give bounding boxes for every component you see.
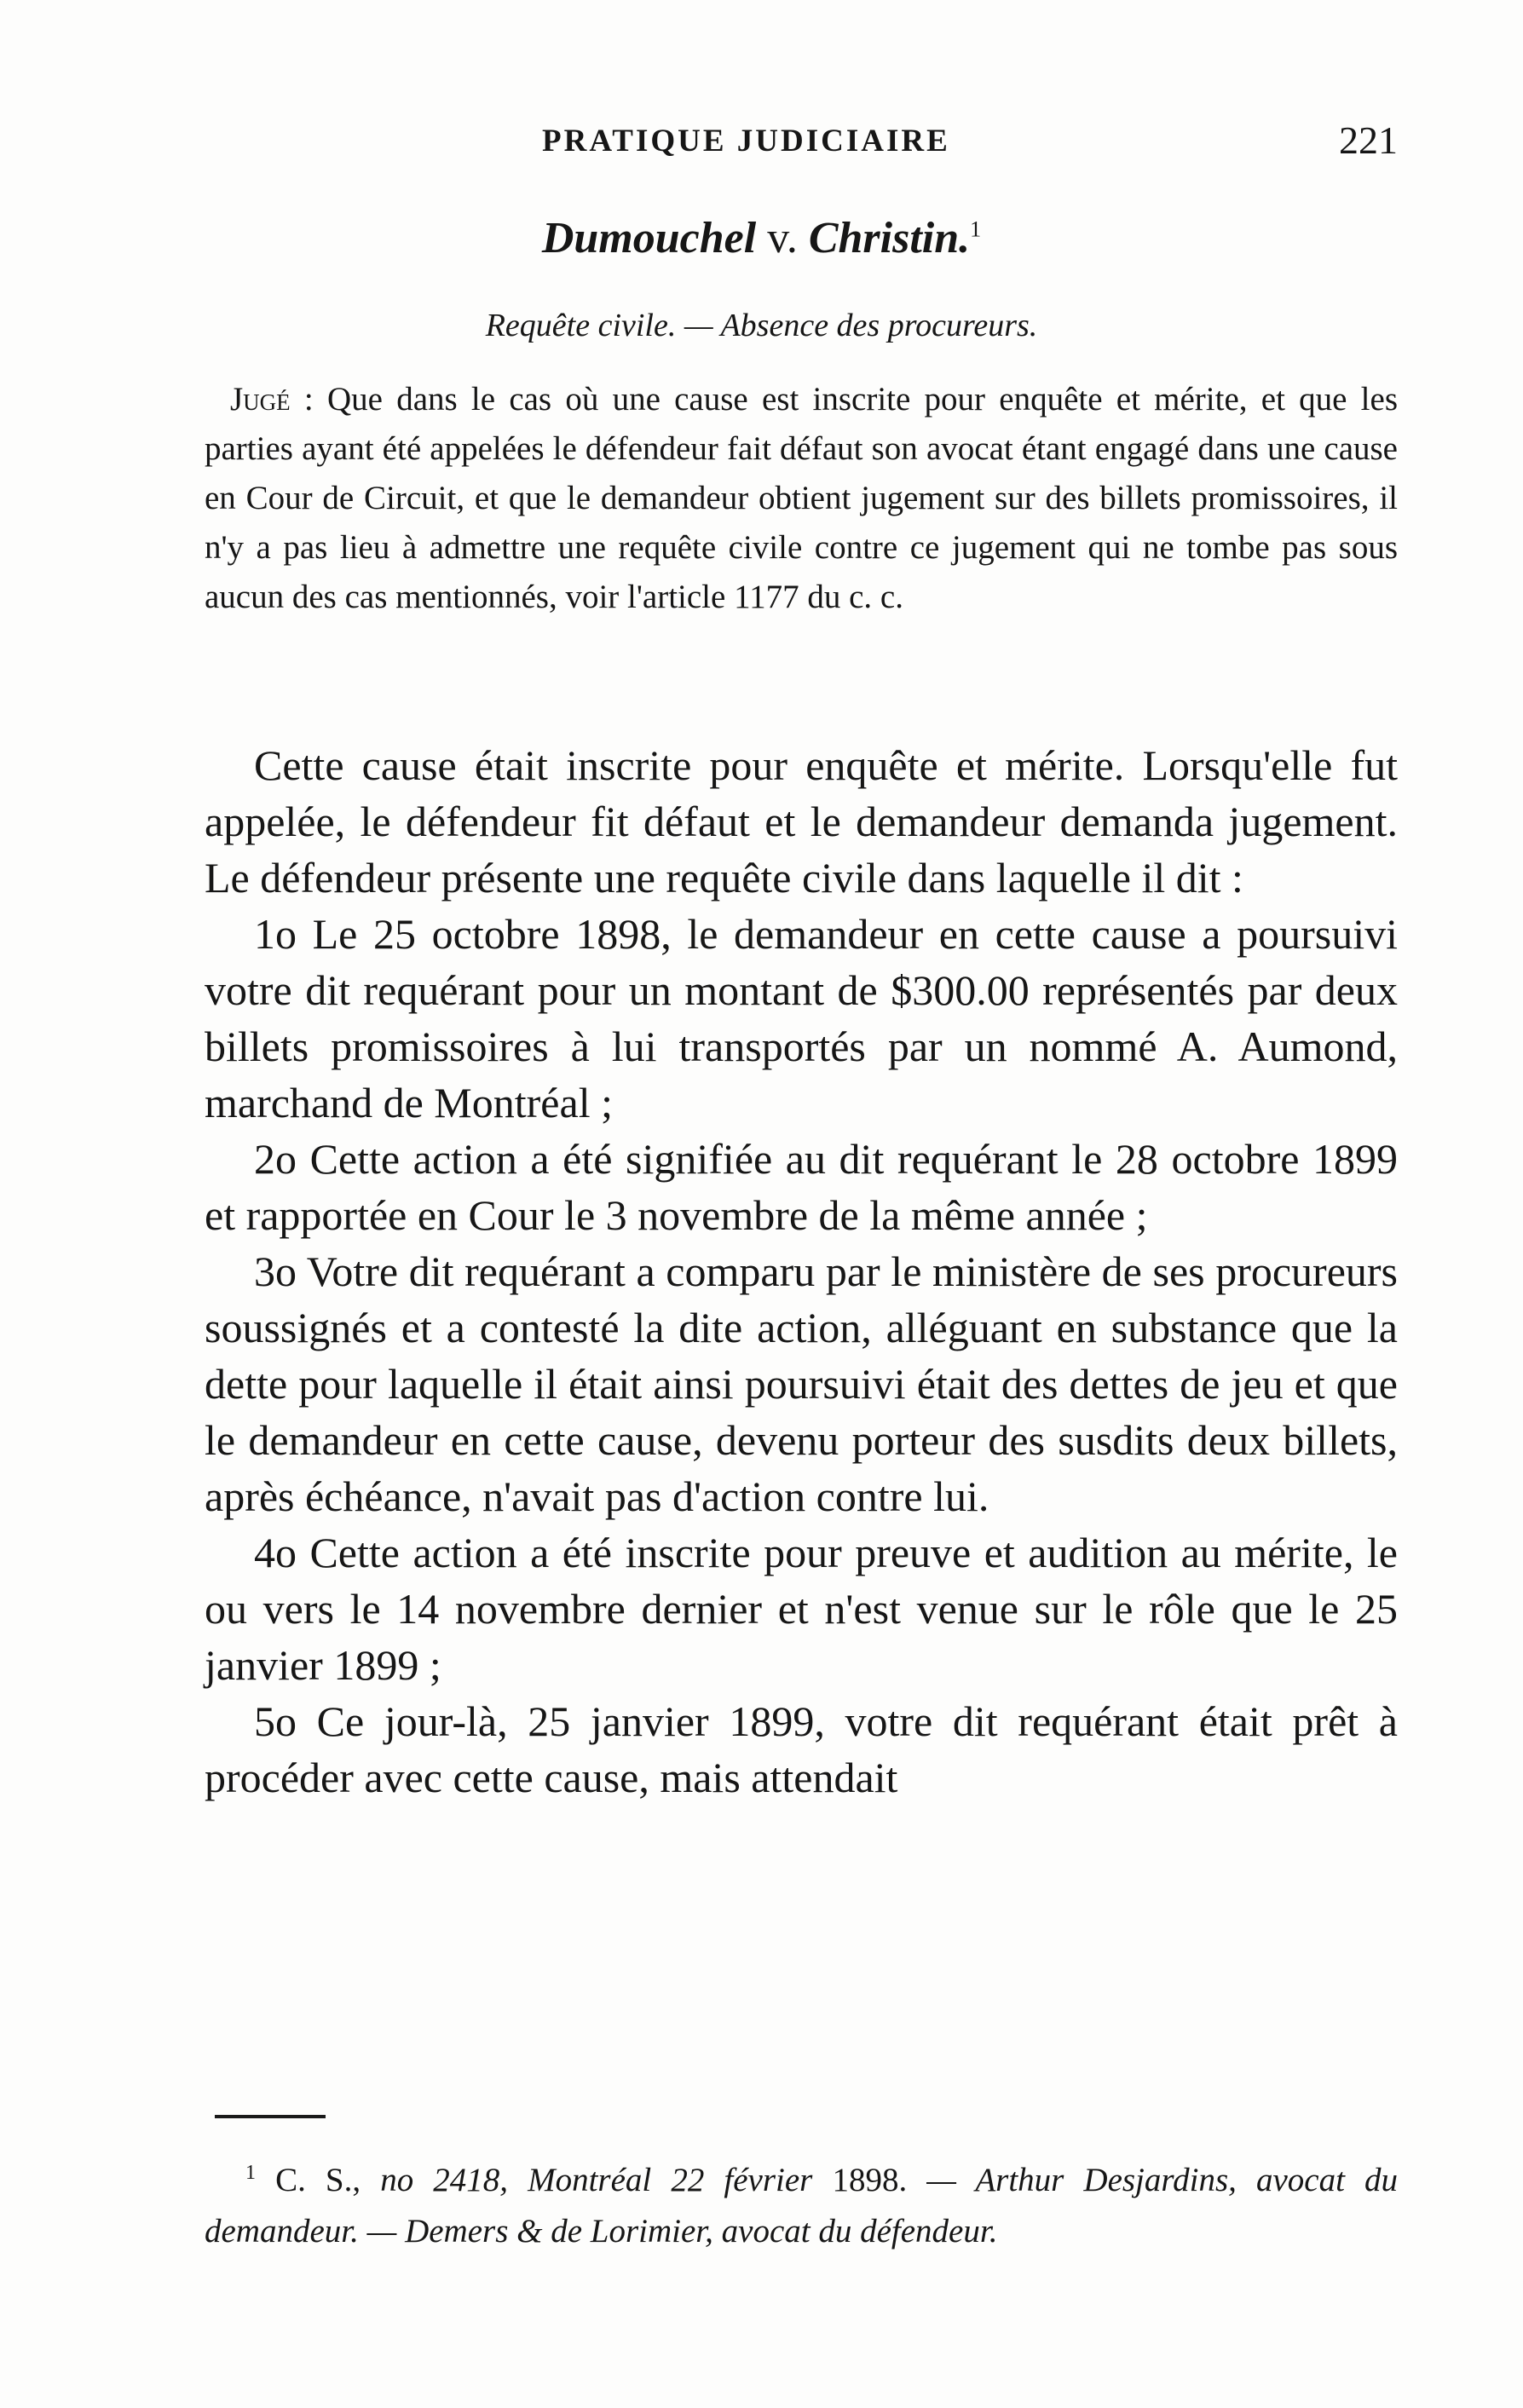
body-paragraph: 5o Ce jour-là, 25 janvier 1899, votre dit requérant était prêt à procéder avec cette cause, mais attendait xyxy=(205,1697,1398,1801)
page-number: 221 xyxy=(1339,118,1398,162)
footnote-marker: 1 xyxy=(970,216,982,242)
footnote-divider xyxy=(215,2115,326,2118)
footnote xyxy=(205,2147,1398,2257)
footnote-counsel: — Arthur Desjardins, avocat du demandeur. — Demers & de Lorimier, avocat du défendeur. xyxy=(205,2162,1398,2250)
footnote-reference: no 2418, Montréal 22 février xyxy=(380,2162,813,2198)
body-paragraph: 3o Votre dit requérant a comparu par le ministère de ses procureurs soussignés et a contesté la dite action, alléguant en substance que la dette pour laquelle il était ainsi poursuivi était des dettes de jeu et que le demandeur en cette cause, devenu porteur des susdits deux billets, après échéance, n'avait pas d'action contre lui. xyxy=(205,1247,1398,1520)
holding-summary xyxy=(205,375,1398,622)
body-text xyxy=(205,737,1398,1806)
holding-label: Jugé : xyxy=(230,381,314,418)
footnote-number: 1 xyxy=(245,2162,256,2184)
footnote-year: 1898. xyxy=(832,2162,908,2198)
case-subject: Requête civile. — Absence des procureurs. xyxy=(485,308,1038,343)
plaintiff-name: Dumouchel xyxy=(541,214,757,262)
body-paragraph: 2o Cette action a été signifiée au dit requérant le 28 octobre 1899 et rapportée en Cour le 3 novembre de la même année ; xyxy=(205,1135,1398,1239)
footnote-report: C. S., xyxy=(275,2162,361,2198)
body-paragraph: Cette cause était inscrite pour enquête et mérite. Lorsqu'elle fut appelée, le défendeur fit défaut et le demandeur demanda jugement. Le défendeur présente une requête civile dans laquelle il dit : xyxy=(205,741,1398,902)
body-paragraph: 1o Le 25 octobre 1898, le demandeur en cette cause a poursuivi votre dit requérant pour un montant de $300.00 représentés par deux billets promissoires à lui transportés par un nommé A. Aumond, marchand de Montréal ; xyxy=(205,910,1398,1126)
case-title xyxy=(0,213,1523,263)
defendant-name: Christin. xyxy=(808,214,971,262)
body-paragraph: 4o Cette action a été inscrite pour preuve et audition au mérite, le ou vers le 14 novembre dernier et n'est venue sur le rôle que le 25 janvier 1899 ; xyxy=(205,1529,1398,1689)
running-title: PRATIQUE JUDICIAIRE xyxy=(542,124,950,158)
holding-text: Que dans le cas où une cause est inscrite pour enquête et mérite, et que les parties ayant été appelées le défendeur fait défaut son avocat étant engagé dans une cause en Cour de Circuit, et que le demandeur obtient jugement sur des billets promissoires, il n'y a pas lieu à admettre une requête civile contre ce jugement qui ne tombe pas sous aucun des cas mentionnés, voir l'article 1177 du c. c. xyxy=(205,381,1399,615)
running-head xyxy=(205,118,1398,169)
versus: v. xyxy=(767,214,798,262)
